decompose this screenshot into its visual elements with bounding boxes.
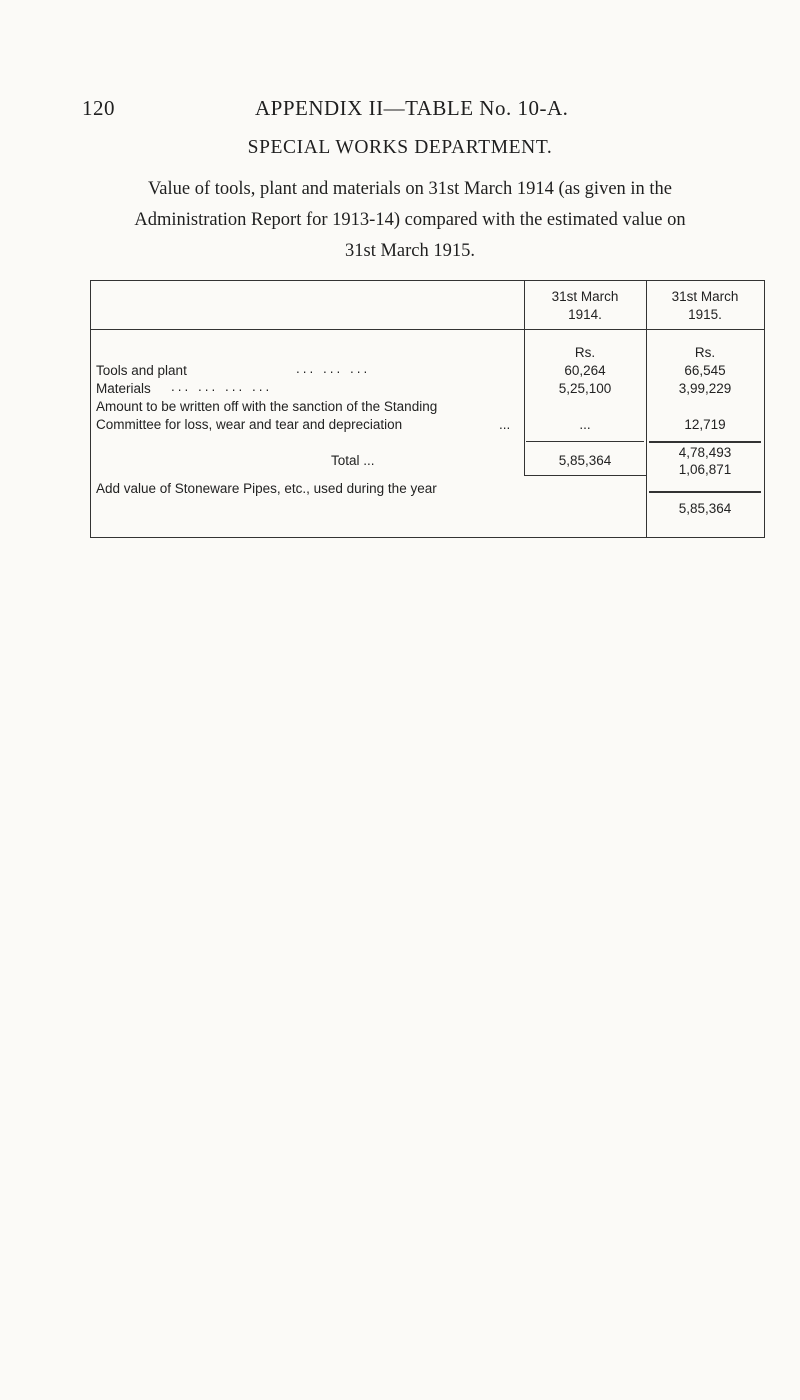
total-rule-1914 xyxy=(526,441,644,442)
row-label-tools: Tools and plant xyxy=(96,363,187,378)
row-label-writeoff-line1: Amount to be written off with the sanction of the Standing xyxy=(96,399,438,414)
row-leader-tools: ... ... ... xyxy=(296,361,371,376)
running-head: APPENDIX II—TABLE No. 10-A. xyxy=(255,96,569,120)
total-label-text: Total xyxy=(331,453,360,468)
page-title: SPECIAL WORKS DEPARTMENT. xyxy=(247,137,553,158)
values-table xyxy=(90,280,765,538)
column-header-1914-line1: 31st March xyxy=(551,289,619,304)
value-total-1915: 4,78,493 xyxy=(678,445,732,460)
total-rule-1915 xyxy=(649,441,761,443)
unit-label-1915: Rs. xyxy=(694,345,716,360)
row-label-writeoff-line2: Committee for loss, wear and tear and depreciation xyxy=(96,417,403,432)
value-tools-1914: 60,264 xyxy=(564,363,606,378)
unit-label-1914: Rs. xyxy=(574,345,596,360)
value-materials-1915: 3,99,229 xyxy=(678,381,732,396)
value-grand-total-1915: 5,85,364 xyxy=(678,501,732,516)
value-materials-1914: 5,25,100 xyxy=(558,381,612,396)
row-label-add-stoneware: Add value of Stoneware Pipes, etc., used during the year xyxy=(96,481,437,496)
value-add-stoneware-1915: 1,06,871 xyxy=(678,462,732,477)
total-underline-1914 xyxy=(524,475,646,476)
column-header-1915-line2: 1915. xyxy=(688,307,722,322)
header-rule xyxy=(91,329,764,330)
column-header-1915 xyxy=(646,288,764,324)
value-tools-1915: 66,545 xyxy=(684,363,726,378)
row-leader-materials: ... ... ... ... xyxy=(171,379,273,394)
grand-total-rule xyxy=(649,491,761,493)
column-header-1914 xyxy=(524,288,646,324)
page-number: 120 xyxy=(82,96,115,120)
row-leader-writeoff: ... xyxy=(499,417,511,432)
value-writeoff-1915: 12,719 xyxy=(684,417,726,432)
column-header-1914-line2: 1914. xyxy=(568,307,602,322)
row-label-materials: Materials xyxy=(96,381,151,396)
column-header-1915-line1: 31st March xyxy=(671,289,739,304)
total-leader: ... xyxy=(363,453,375,468)
table-caption: Value of tools, plant and materials on 31st March 1914 (as given in the Administration Report for 1913-14) compared with the estimated value on 31st March 1915. xyxy=(134,179,686,261)
total-label xyxy=(331,453,375,468)
value-total-1914: 5,85,364 xyxy=(558,453,612,468)
value-writeoff-1914: ... xyxy=(579,417,591,432)
